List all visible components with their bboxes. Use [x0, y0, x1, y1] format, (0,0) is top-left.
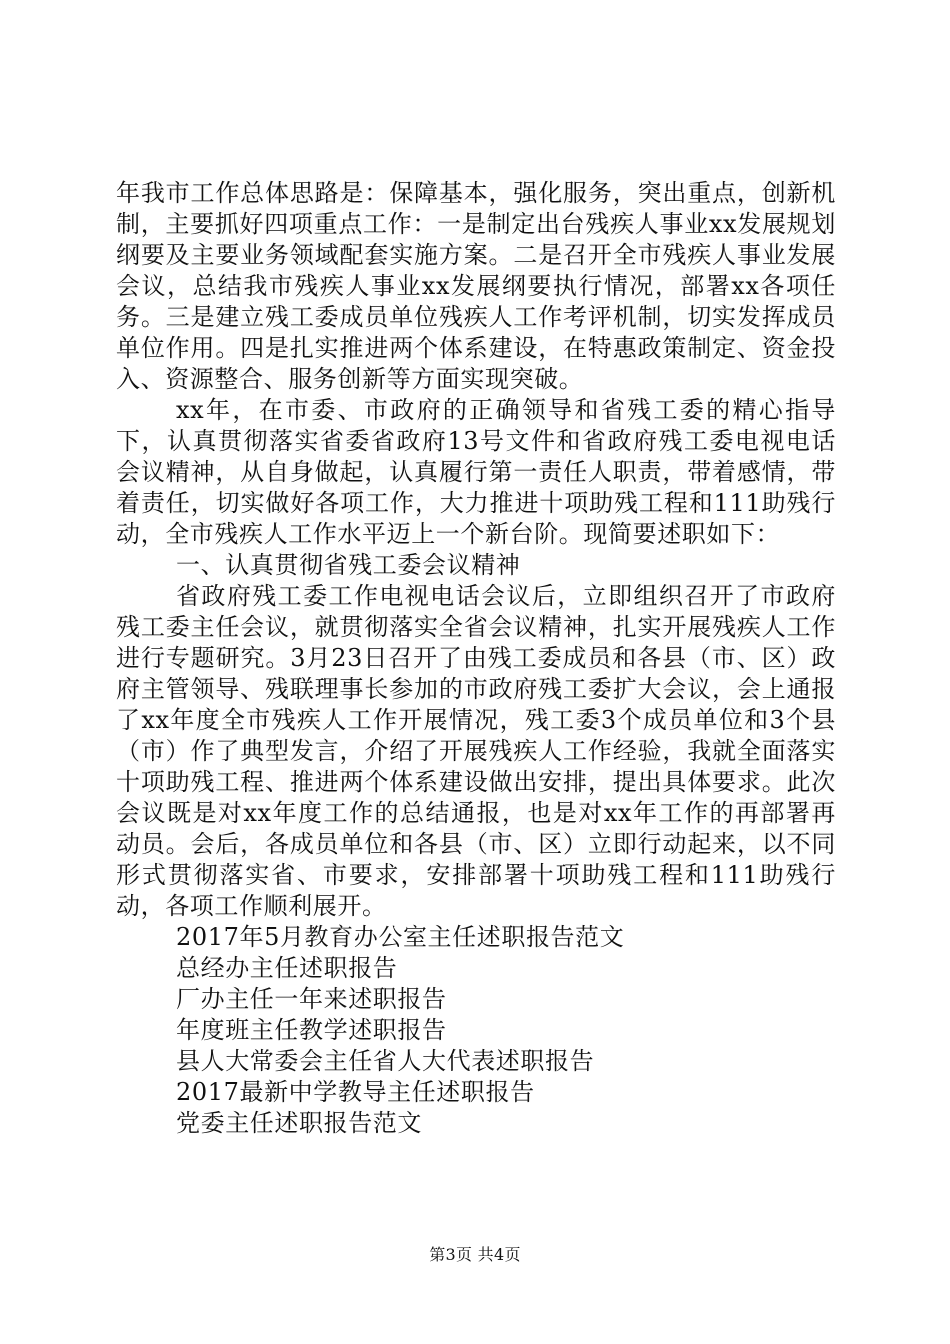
related-link[interactable]: 2017年5月教育办公室主任述职报告范文	[176, 923, 625, 951]
section-heading: 一、认真贯彻省残工委会议精神	[176, 551, 521, 579]
document-body	[116, 178, 836, 1139]
related-link[interactable]: 厂办主任一年来述职报告	[176, 985, 447, 1013]
related-link[interactable]: 党委主任述职报告范文	[176, 1109, 422, 1137]
paragraph-intro: xx年，在市委、市政府的正确领导和省残工委的精心指导下，认真贯彻落实省委省政府13号文件和省政府残工委电视电话会议精神，从自身做起，认真履行第一责任人职责，带着感情，带着责任，切实做好各项工作，大力推进十项助残工程和111助残行动，全市残疾人工作水平迈上一个新台阶。现简要述职如下：	[116, 396, 836, 548]
page-number: 第3页 共4页	[429, 1245, 521, 1264]
related-link[interactable]: 总经办主任述职报告	[176, 954, 398, 982]
related-link[interactable]: 2017最新中学教导主任述职报告	[176, 1078, 535, 1106]
related-link[interactable]: 县人大常委会主任省人大代表述职报告	[176, 1047, 595, 1075]
paragraph-work-plan: 年我市工作总体思路是：保障基本，强化服务，突出重点，创新机制，主要抓好四项重点工作：一是制定出台残疾人事业xx发展规划纲要及主要业务领域配套实施方案。二是召开全市残疾人事业发展会议，总结我市残疾人事业xx发展纲要执行情况，部署xx各项任务。三是建立残工委成员单位残疾人工作考评机制，切实发挥成员单位作用。四是扎实推进两个体系建设，在特惠政策制定、资金投入、资源整合、服务创新等方面实现突破。	[116, 179, 836, 393]
related-links-list	[116, 922, 836, 1139]
related-link[interactable]: 年度班主任教学述职报告	[176, 1016, 447, 1044]
paragraph-meeting: 省政府残工委工作电视电话会议后，立即组织召开了市政府残工委主任会议，就贯彻落实全省会议精神，扎实开展残疾人工作进行专题研究。3月23日召开了由残工委成员和各县（市、区）政府主管领导、残联理事长参加的市政府残工委扩大会议，会上通报了xx年度全市残疾人工作开展情况，残工委3个成员单位和3个县（市）作了典型发言，介绍了开展残疾人工作经验，我就全面落实十项助残工程、推进两个体系建设做出安排，提出具体要求。此次会议既是对xx年度工作的总结通报，也是对xx年工作的再部署再动员。会后，各成员单位和各县（市、区）立即行动起来，以不同形式贯彻落实省、市要求，安排部署十项助残工程和111助残行动，各项工作顺利展开。	[116, 582, 836, 920]
